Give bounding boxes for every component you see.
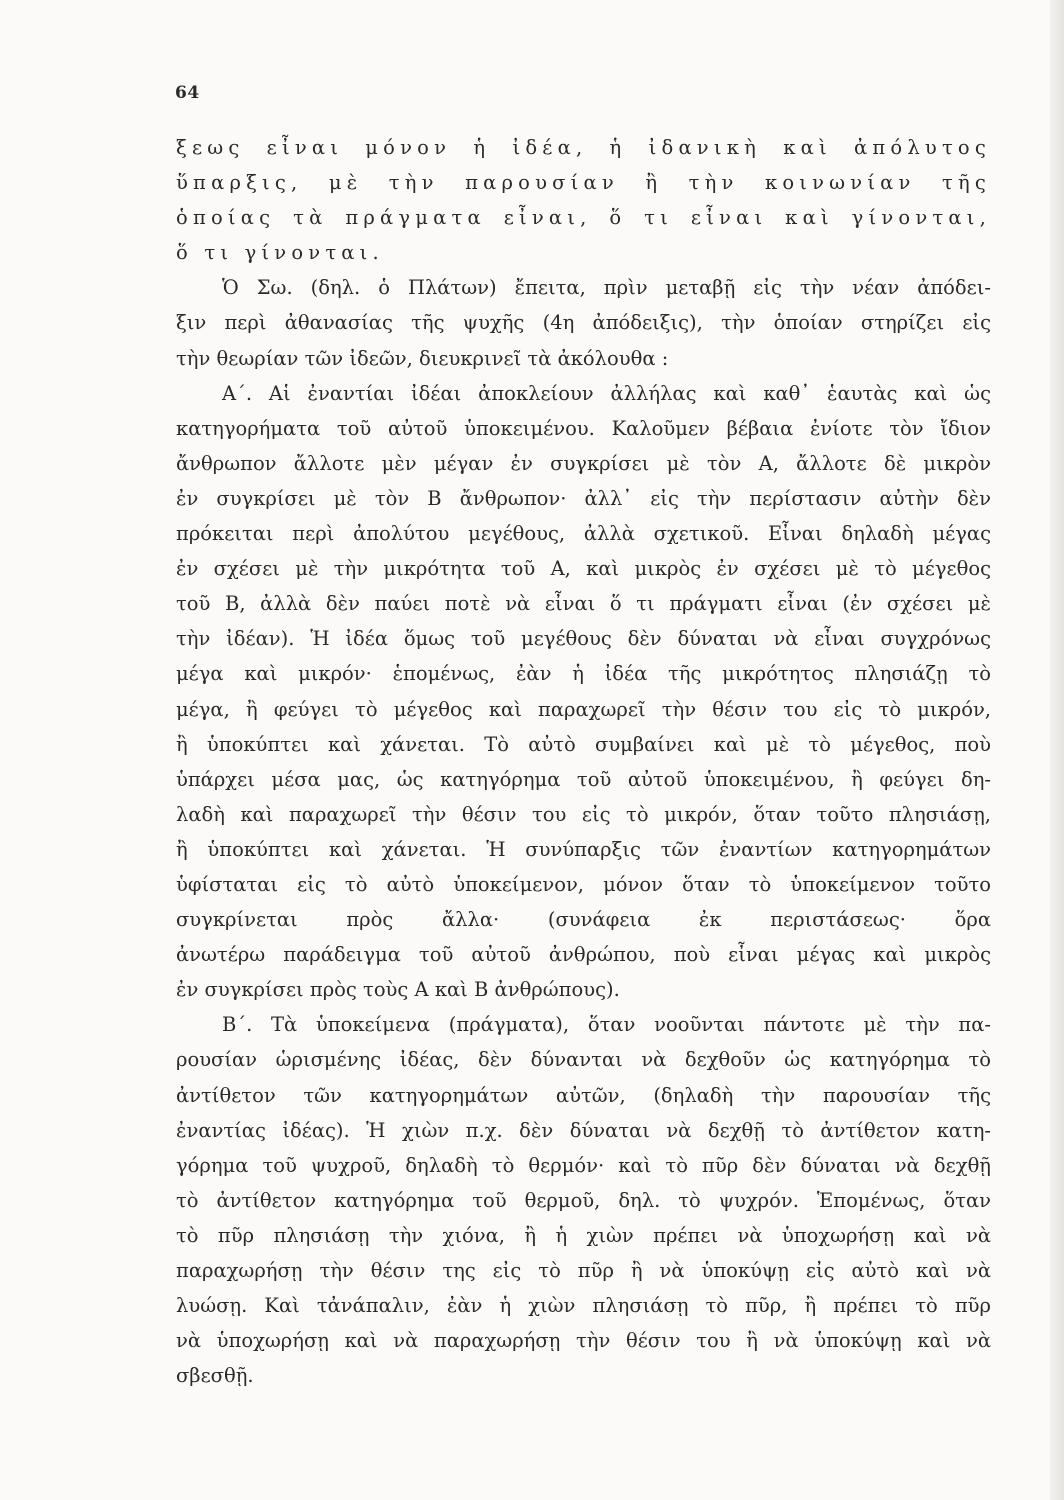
text-line: παραχωρήσῃ τὴν θέσιν της εἰς τὸ πῦρ ἢ νὰ ὑποκύψῃ εἰς αὐτὸ καὶ νὰ — [176, 1259, 991, 1282]
text-line: σβεσθῇ. — [176, 1364, 254, 1388]
text-line: τοῦ Β, ἀλλὰ δὲν παύει ποτὲ νὰ εἶναι ὅ τι πράγματι εἶναι (ἐν σχέσει μὲ — [176, 592, 991, 616]
text-line: συγκρίνεται πρὸς ἄλλα· (συνάφεια ἐκ περιστάσεως· ὅρα — [176, 908, 991, 932]
text-line: ἐναντίας ἰδέας). Ἡ χιὼν π.χ. δὲν δύναται νὰ δεχθῇ τὸ ἀντίθετον κατη- — [176, 1118, 991, 1142]
text-line: μέγα καὶ μικρόν· ἑπομένως, ἐὰν ἡ ἰδέα τῆς μικρότητος πλησιάζῃ τὸ — [176, 662, 991, 686]
text-line: ἀντίθετον τῶν κατηγορημάτων αὐτῶν, (δηλαδὴ τὴν παρουσίαν τῆς — [176, 1083, 991, 1107]
text-line: τὸ ἀντίθετον κατηγόρημα τοῦ θερμοῦ, δηλ. τὸ ψυχρόν. Ἑπομένως, ὅταν — [176, 1188, 991, 1212]
text-line: ξεως εἶναι μόνον ἡ ἰδέα, ἡ ἰδανικὴ καὶ ἀπόλυτος — [176, 136, 991, 159]
text-line: ἐν συγκρίσει πρὸς τοὺς Α καὶ Β ἀνθρώπους). — [176, 978, 620, 1002]
text-line: λυώσῃ. Καὶ τἀνάπαλιν, ἐὰν ἡ χιὼν πλησιάσῃ τὸ πῦρ, ἢ πρέπει τὸ πῦρ — [176, 1294, 991, 1318]
text-line: μέγα, ἢ φεύγει τὸ μέγεθος καὶ παραχωρεῖ τὴν θέσιν του εἰς τὸ μικρόν, — [176, 697, 991, 721]
text-line: ὁποίας τὰ πράγματα εἶναι, ὅ τι εἶναι καὶ γίνονται, — [176, 206, 991, 230]
text-line: ἢ ὑποκύπτει καὶ χάνεται. Τὸ αὐτὸ συμβαίνει καὶ μὲ τὸ μέγεθος, ποὺ — [176, 732, 991, 756]
text-line: ὅ τι γίνονται. — [176, 241, 384, 265]
text-line: τὴν ἰδέαν). Ἡ ἰδέα ὅμως τοῦ μεγέθους δὲν δύναται νὰ εἶναι συγχρόνως — [176, 627, 991, 651]
text-line: πρόκειται περὶ ἀπολύτου μεγέθους, ἀλλὰ σχετικοῦ. Εἶναι δηλαδὴ μέγας — [176, 522, 991, 546]
text-line: Α΄. Αἱ ἐναντίαι ἰδέαι ἀποκλείουν ἀλλήλας καὶ καθ᾽ ἑαυτὰς καὶ ὡς — [222, 381, 991, 405]
text-line: ἐν συγκρίσει μὲ τὸν Β ἄνθρωπον· ἀλλ᾽ εἰς τὴν περίστασιν αὐτὴν δὲν — [176, 486, 991, 510]
text-line: νὰ ὑποχωρήσῃ καὶ νὰ παραχωρήσῃ τὴν θέσιν του ἢ νὰ ὑποκύψῃ καὶ νὰ — [176, 1329, 991, 1353]
text-line: γόρημα τοῦ ψυχροῦ, δηλαδὴ τὸ θερμόν· καὶ τὸ πῦρ δὲν δύναται νὰ δεχθῇ — [176, 1153, 991, 1177]
body-text — [176, 130, 991, 1393]
page-number: 64 — [175, 83, 200, 103]
text-line: ὑπάρχει μέσα μας, ὡς κατηγόρημα τοῦ αὐτοῦ ὑποκειμένου, ἢ φεύγει δη- — [176, 767, 991, 791]
text-line: ὑφίσταται εἰς τὸ αὐτὸ ὑποκείμενον, μόνον ὅταν τὸ ὑποκείμενον τοῦτο — [176, 872, 991, 896]
text-line: ἀνωτέρω παράδειγμα τοῦ αὐτοῦ ἀνθρώπου, ποὺ εἶναι μέγας καὶ μικρὸς — [176, 943, 991, 967]
text-line: ρουσίαν ὡρισμένης ἰδέας, δὲν δύνανται νὰ δεχθοῦν ὡς κατηγόρημα τὸ — [176, 1048, 991, 1072]
text-line: ξιν περὶ ἀθανασίας τῆς ψυχῆς (4η ἀπόδειξις), τὴν ὁποίαν στηρίζει εἰς — [176, 311, 991, 335]
text-line: τὴν θεωρίαν τῶν ἰδεῶν, διευκρινεῖ τὰ ἀκόλουθα : — [176, 346, 669, 370]
text-line: λαδὴ καὶ παραχωρεῖ τὴν θέσιν του εἰς τὸ μικρόν, ὅταν τοῦτο πλησιάσῃ, — [176, 802, 991, 826]
text-line: ἄνθρωπον ἄλλοτε μὲν μέγαν ἐν συγκρίσει μὲ τὸν Α, ἄλλοτε δὲ μικρὸν — [176, 451, 991, 475]
text-line: Β΄. Τὰ ὑποκείμενα (πράγματα), ὅταν νοοῦνται πάντοτε μὲ τὴν πα- — [222, 1013, 991, 1037]
page-edge-shadow — [1050, 0, 1064, 1500]
text-line: Ὁ Σω. (δηλ. ὁ Πλάτων) ἔπειτα, πρὶν μεταβῇ εἰς τὴν νέαν ἀπόδει- — [222, 276, 991, 300]
text-line: ἢ ὑποκύπτει καὶ χάνεται. Ἡ συνύπαρξις τῶν ἐναντίων κατηγορημάτων — [176, 837, 991, 861]
text-line: τὸ πῦρ πλησιάσῃ τὴν χιόνα, ἢ ἡ χιὼν πρέπει νὰ ὑποχωρήσῃ καὶ νὰ — [176, 1223, 991, 1247]
text-line: ὕπαρξις, μὲ τὴν παρουσίαν ἢ τὴν κοινωνίαν τῆς — [176, 171, 991, 195]
text-line: ἐν σχέσει μὲ τὴν μικρότητα τοῦ Α, καὶ μικρὸς ἐν σχέσει μὲ τὸ μέγεθος — [176, 557, 991, 581]
text-line: κατηγορήματα τοῦ αὐτοῦ ὑποκειμένου. Καλοῦμεν βέβαια ἐνίοτε τὸν ἴδιον — [176, 416, 991, 440]
